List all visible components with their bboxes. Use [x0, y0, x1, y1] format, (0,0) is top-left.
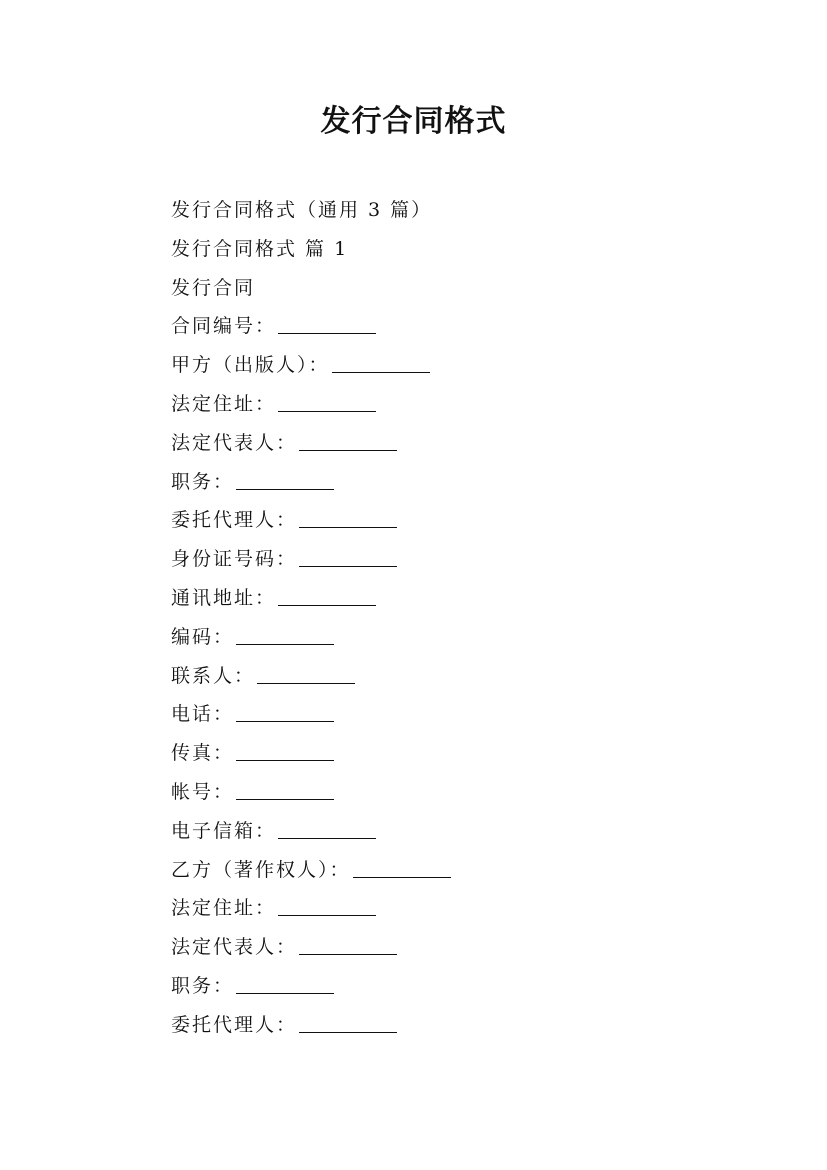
field-label: 甲方（出版人）： [171, 354, 330, 377]
field-party-a-id-number [171, 540, 771, 579]
fill-in-blank [353, 858, 451, 878]
fill-in-blank [278, 819, 376, 839]
field-party-a-mail-address [171, 579, 771, 618]
fill-in-blank [332, 353, 430, 373]
field-label: 法定住址： [171, 897, 277, 920]
field-party-a-fax [171, 734, 771, 773]
fill-in-blank [299, 431, 397, 451]
fill-in-blank [299, 1013, 397, 1033]
field-label: 法定代表人： [171, 431, 298, 454]
field-party-b-position [171, 967, 771, 1006]
line-text: 发行合同格式（通用 3 篇） [171, 199, 433, 221]
field-label: 乙方（著作权人）： [171, 858, 351, 881]
field-party-b-agent [171, 1006, 771, 1045]
field-label: 帐号： [171, 780, 235, 803]
fill-in-blank [236, 625, 334, 645]
field-label: 合同编号： [171, 315, 277, 338]
field-party-a-account [171, 773, 771, 812]
line-text: 发行合同 [171, 276, 256, 299]
fill-in-blank [299, 547, 397, 567]
field-party-b-legal-rep [171, 928, 771, 967]
field-party-a-address [171, 385, 771, 424]
field-label: 委托代理人： [171, 509, 298, 532]
field-party-a-legal-rep [171, 424, 771, 463]
field-party-a-contact [171, 657, 771, 696]
field-label: 职务： [171, 470, 235, 493]
line-collection-title [171, 191, 771, 230]
fill-in-blank [278, 392, 376, 412]
fill-in-blank [236, 741, 334, 761]
fill-in-blank [278, 896, 376, 916]
field-label: 通讯地址： [171, 586, 277, 609]
fill-in-blank [278, 586, 376, 606]
fill-in-blank [278, 314, 376, 334]
field-party-a-phone [171, 695, 771, 734]
field-party-a-position [171, 463, 771, 502]
field-label: 身份证号码： [171, 548, 298, 571]
document-title: 发行合同格式 [320, 104, 507, 139]
line-part-heading [171, 230, 771, 269]
field-label: 传真： [171, 742, 235, 765]
field-label: 法定代表人： [171, 936, 298, 959]
field-party-a-email [171, 812, 771, 851]
fill-in-blank [236, 780, 334, 800]
fill-in-blank [299, 508, 397, 528]
line-contract-name [171, 269, 771, 308]
fill-in-blank [236, 702, 334, 722]
fill-in-blank [236, 470, 334, 490]
fill-in-blank [236, 974, 334, 994]
field-label: 联系人： [171, 664, 256, 687]
fill-in-blank [257, 664, 355, 684]
field-label: 电子信箱： [171, 819, 277, 842]
field-party-b [171, 851, 771, 890]
field-label: 编码： [171, 625, 235, 648]
field-label: 委托代理人： [171, 1013, 298, 1036]
fill-in-blank [299, 935, 397, 955]
field-party-a-code [171, 618, 771, 657]
field-party-a-agent [171, 501, 771, 540]
field-label: 法定住址： [171, 392, 277, 415]
field-party-b-address [171, 889, 771, 928]
field-label: 职务： [171, 974, 235, 997]
document-body [171, 191, 771, 1045]
field-contract-number [171, 307, 771, 346]
field-label: 电话： [171, 703, 235, 726]
line-text: 发行合同格式 篇 1 [171, 237, 349, 260]
field-party-a [171, 346, 771, 385]
